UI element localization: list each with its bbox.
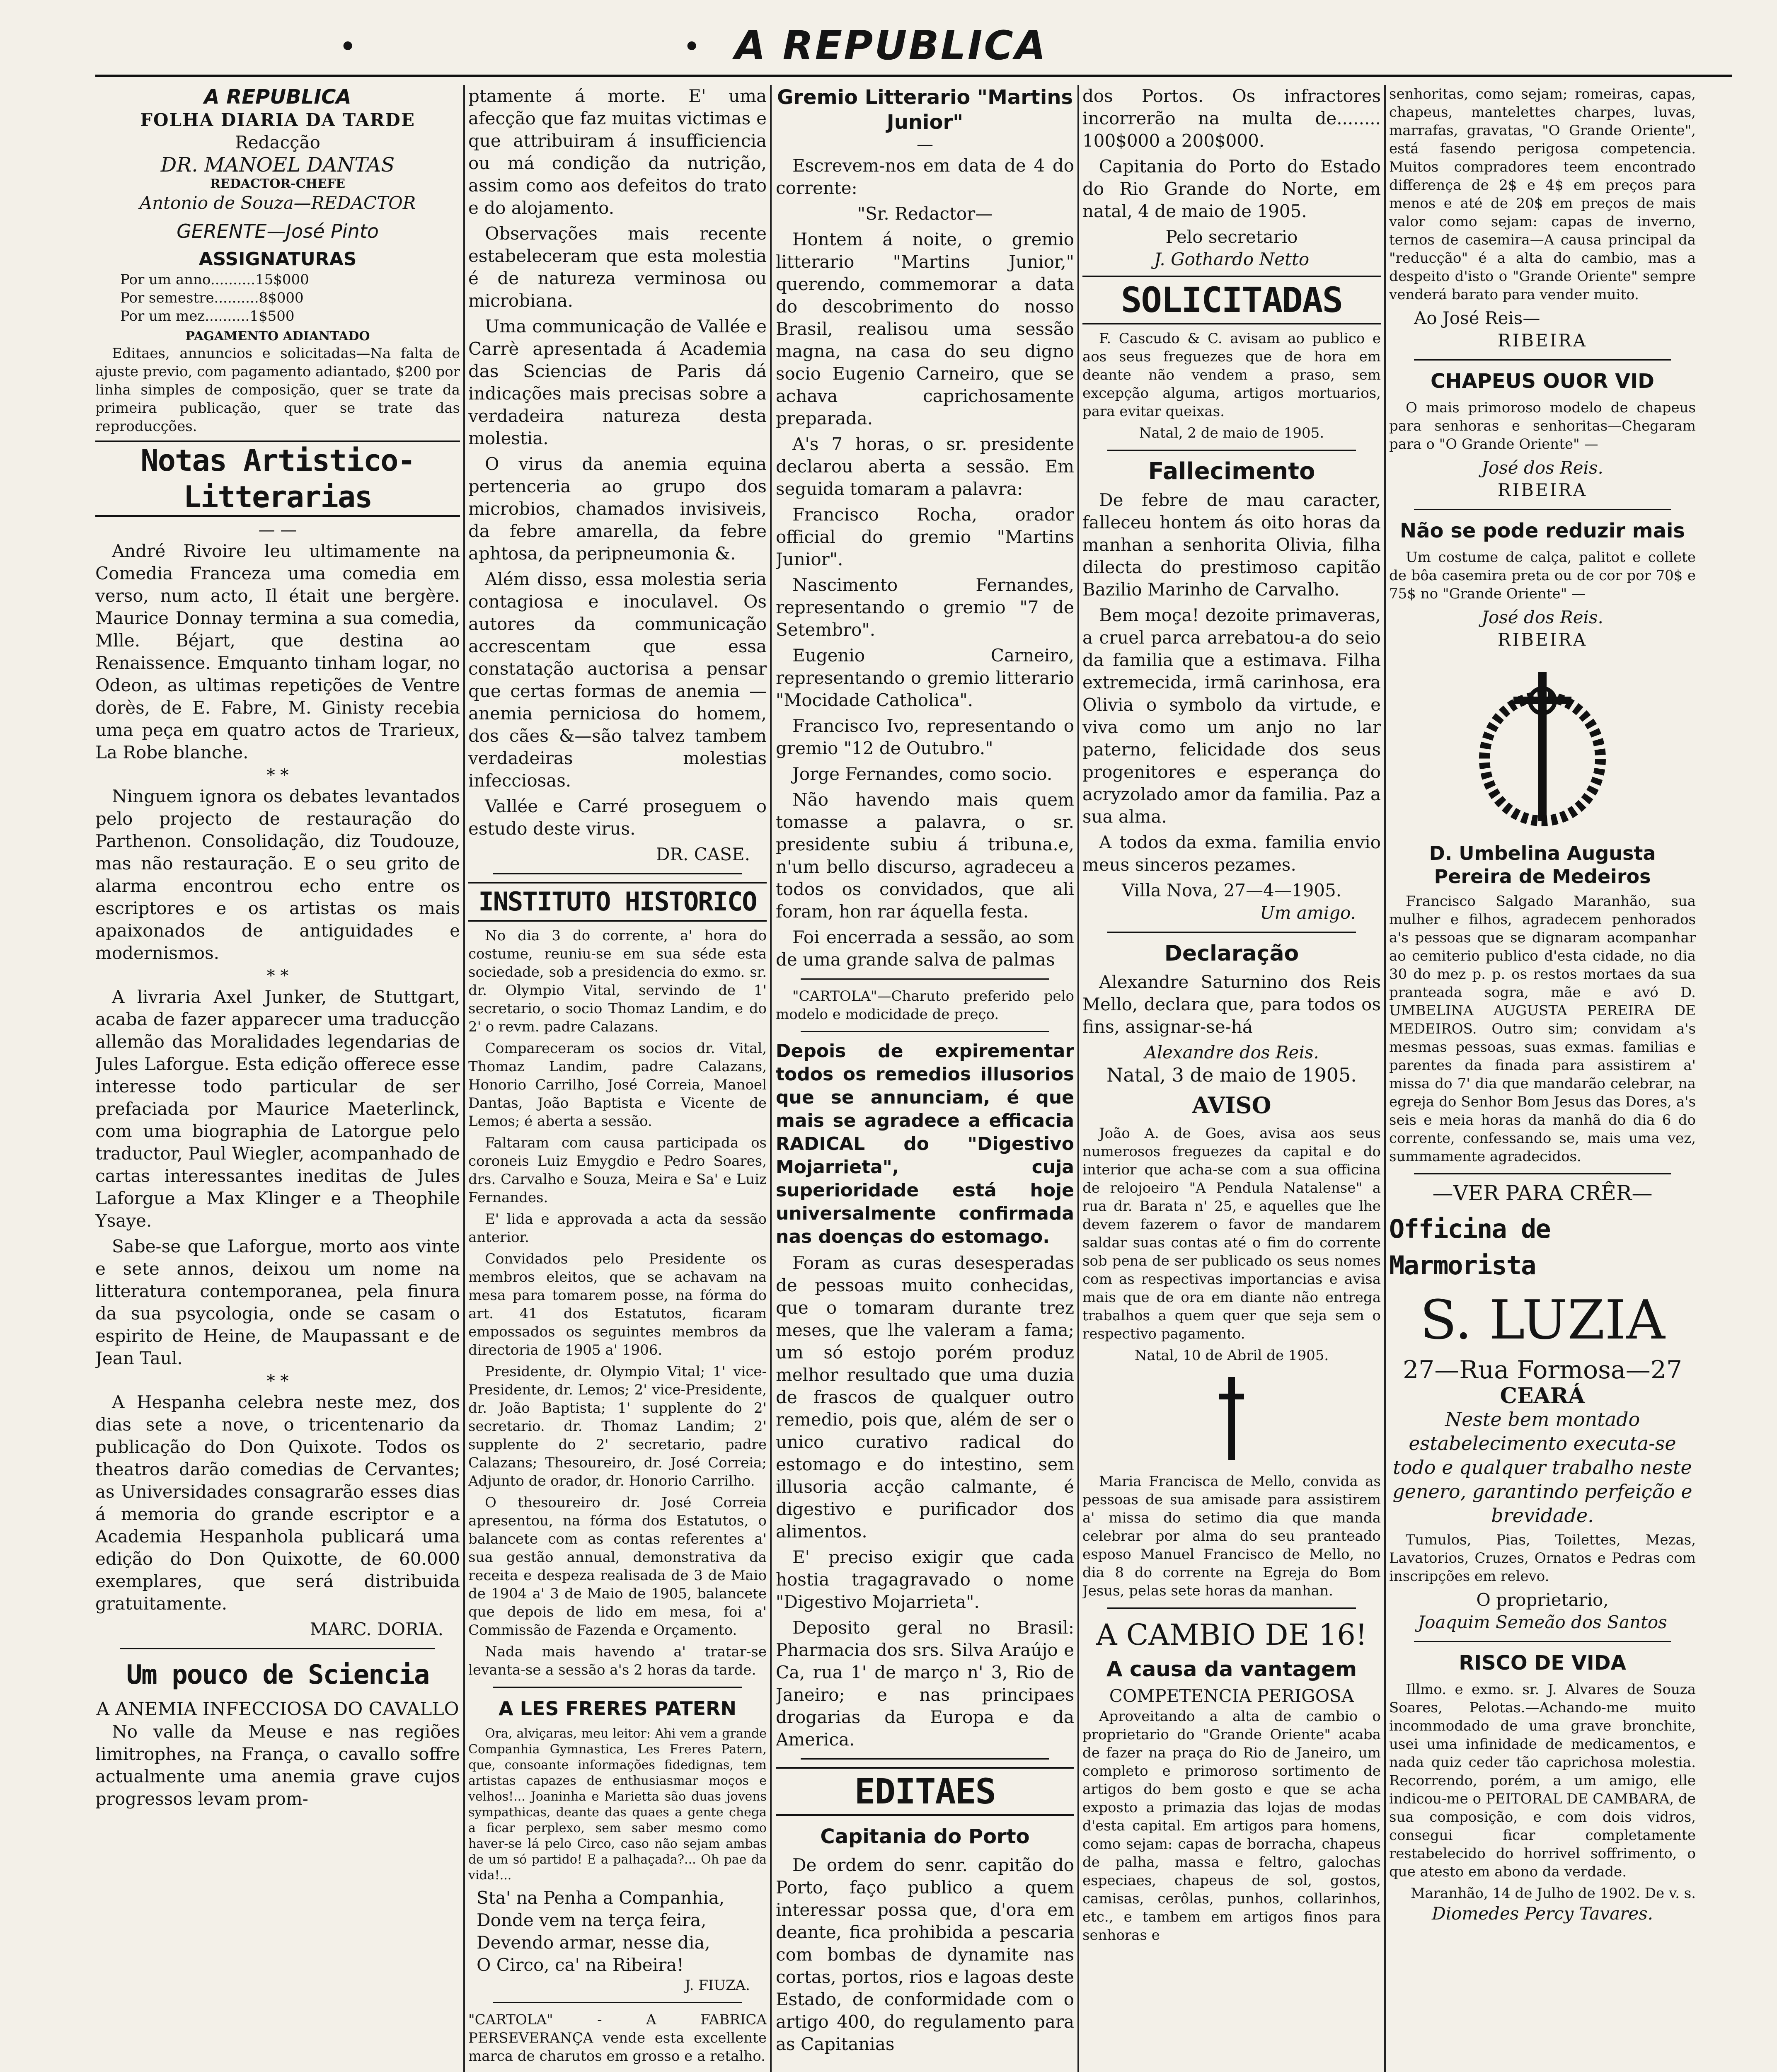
separator: [1107, 932, 1356, 933]
pagamento-label: PAGAMENTO ADIANTADO: [185, 329, 370, 344]
gremio-paragraph: Jorge Fernandes, como socio.: [792, 764, 1053, 784]
capitania-date: Capitania do Porto do Estado do Rio Grande do Norte, em natal, 4 de maio de 1905.: [1082, 156, 1381, 221]
officina-header: Officina de Marmorista: [1389, 1214, 1550, 1280]
verse-line: Devendo armar, nesse dia,: [477, 1932, 710, 1953]
article-paragraph: Além disso, essa molestia seria contagiosa e inoculavel. Os autores da communicação accrescentam que essa constatação auctorisa a pensar que certas formas de anemia — anemia perniciosa do homem, dos cães &—são talvez tambem verdadeiras molestias infecciosas.: [468, 569, 767, 791]
sciencia-title: A ANEMIA INFECCIOSA DO CAVALLO: [96, 1699, 459, 1720]
sciencia-text: No valle da Meuse e nas regiões limitrophes, na França, o cavallo soffre actualmente uma anemia grave cujos progressos levam prom-: [95, 1721, 460, 1809]
section-dash: —: [917, 135, 933, 154]
rates-list: [95, 271, 460, 325]
notas-signature: MARC. DORIA.: [310, 1619, 443, 1639]
aviso-header: AVISO: [1192, 1092, 1271, 1118]
column-rule: [463, 85, 465, 2072]
ribeira-label: RIBEIRA: [1497, 629, 1588, 650]
masthead-dot: •: [684, 32, 700, 61]
gremio-paragraph: Foi encerrada a sessão, ao som de uma grande salva de palmas: [776, 927, 1074, 970]
declaracao-header: Declaração: [1164, 941, 1299, 966]
chapeus-header: CHAPEUS OUOR VID: [1431, 370, 1654, 393]
newspaper-title: A REPUBLICA: [734, 22, 1048, 69]
gremio-paragraph: "Sr. Redactor—: [857, 203, 993, 224]
asterism: * *: [266, 966, 289, 985]
redaccao-label: Redacção: [235, 132, 320, 152]
instituto-header: INSTITUTO HISTORICO: [468, 882, 767, 922]
verse-signature: J. FIUZA.: [685, 1977, 750, 1994]
fallecimento-paragraph: De febre de mau caracter, falleceu hontem ás oito horas da manhan a senhorita Olivia, filha dilecta do prestimoso capitão Bazilio Marinho de Carvalho.: [1082, 490, 1381, 600]
cartola-ad: "CARTOLA"—Charuto preferido pelo modelo e modicidade de preço.: [776, 988, 1074, 1023]
paper-name: A REPUBLICA: [204, 85, 351, 109]
masthead: [0, 0, 1777, 70]
risco-header: RISCO DE VIDA: [1459, 1651, 1626, 1675]
rate-line: Por semestre..........8$000: [120, 290, 304, 306]
notas-paragraph: André Rivoire leu ultimamente na Comedia Franceza uma comedia em verso, num acto, Il était une bergère. Maurice Donnay termina a sua comedia, Mlle. Béjart, que destina ao Renaissence. Emquanto tinham logar, no Odeon, as ultimas repetições de Ventre dorès, de E. Fabre, M. Ginisty recebia uma peça em quatro actos de Trarieux, La Robe blanche.: [95, 541, 460, 762]
risco-date: Maranhão, 14 de Julho de 1902. De v. s.: [1410, 1885, 1696, 1902]
separator: [1107, 450, 1356, 451]
gerente-line: GERENTE—José Pinto: [177, 220, 379, 242]
ribeira-label: RIBEIRA: [1497, 480, 1588, 500]
reis-line: Ao José Reis—: [1414, 308, 1540, 328]
fallecimento-paragraph: A todos da exma. familia envio meus sinceros pezames.: [1082, 832, 1381, 875]
cambio-header: A CAMBIO DE 16!: [1096, 1618, 1367, 1652]
gremio-paragraph: A's 7 horas, o sr. presidente declarou aberta a sessão. Em seguida tomaram a palavra:: [776, 434, 1074, 499]
fallecimento-place: Villa Nova, 27—4—1905.: [1121, 880, 1342, 900]
pelo-signature: J. Gothardo Netto: [1154, 249, 1310, 269]
risco-signature: Diomedes Percy Tavares.: [1431, 1903, 1654, 1924]
fallecimento-signature: Um amigo.: [1260, 903, 1356, 923]
article-paragraph: Uma communicação de Vallée e Carrè apresentada á Academia das Sciencias de Paris dá indicações mais precisas sobre a verdadeira natureza desta molestia.: [468, 316, 767, 448]
separator: [120, 1648, 435, 1649]
digestivo-paragraph: E' preciso exigir que cada hostia tragagravado o nome "Digestivo Mojarrieta".: [776, 1547, 1074, 1612]
separator: [801, 978, 1049, 980]
separator: [1414, 359, 1671, 361]
notas-paragraph: Sabe-se que Laforgue, morto aos vinte e sete annos, deixou um nome na litteratura contemporanea, pela finura da sua psycologia, onde se casam o espirito de Heine, de Maupassant e de Jean Taul.: [95, 1236, 460, 1368]
separator: [493, 873, 742, 874]
gremio-paragraph: Escrevem-nos em data de 4 do corrente:: [776, 155, 1074, 198]
rua-line: 27—Rua Formosa—27: [1402, 1356, 1683, 1385]
officina-text: Neste bem montado estabelecimento executa-se todo e qualquer trabalho neste genero, garantindo perfeição e brevidade.: [1392, 1408, 1692, 1527]
column-rule: [1384, 85, 1386, 2072]
column-3: [776, 85, 1074, 2072]
masthead-dot: •: [340, 32, 356, 61]
separator: [801, 1758, 1049, 1760]
separator: [493, 1687, 742, 1688]
solicitadas-header: SOLICITADAS: [1082, 276, 1381, 324]
reis-signature: José dos Reis.: [1482, 457, 1603, 478]
cascudo-notice: F. Cascudo & C. avisam ao publico e aos seus freguezes que de hora em deante não vendem a praso, sem excepção alguma, artigos mortuarios, para evitar queixas.: [1082, 330, 1381, 420]
digestivo-title: Depois de expirementar todos os remedios illusorios que se annunciam, é que mais se agradece a efficacia RADICAL do "Digestivo Mojarrieta", cuja superioridade está hoje universalmente confirmada nas doenças do estomago.: [776, 1041, 1074, 1247]
chief-name: DR. MANOEL DANTAS: [160, 153, 395, 177]
umbelina-header: D. Umbelina Augusta Pereira de Medeiros: [1429, 842, 1656, 888]
verse-line: O Circo, ca' na Ribeira!: [477, 1955, 684, 1975]
declaracao-text: Alexandre Saturnino dos Reis Mello, declara que, para todos os fins, assignar-se-há: [1082, 972, 1381, 1037]
sciencia-header: Um pouco de Sciencia: [126, 1660, 429, 1690]
declaracao-date: Natal, 3 de maio de 1905.: [1106, 1064, 1357, 1086]
article-paragraph: O virus da anemia equina pertenceria ao grupo dos microbios, chamados invisiveis, da febre amarella, da febre aphtosa, da peripneumonia &.: [468, 454, 767, 564]
verse-line: Donde vem na terça feira,: [477, 1910, 707, 1930]
separator: [1107, 1607, 1356, 1609]
cascudo-date: Natal, 2 de maio de 1905.: [1139, 425, 1324, 441]
column-rule: [770, 85, 772, 2072]
rate-line: Por um mez..........1$500: [120, 308, 295, 324]
separator: [1414, 1641, 1671, 1642]
reduzir-text: Um costume de calça, palitot e collete de bôa casemira preta ou de cor por 70$ e 75$ no "Grande Oriente" —: [1389, 549, 1696, 602]
aviso-date: Natal, 10 de Abril de 1905.: [1134, 1347, 1329, 1364]
instituto-paragraph: E' lida e approvada a acta da sessão anterior.: [468, 1211, 767, 1246]
verse-line: Sta' na Penha a Companhia,: [477, 1888, 725, 1908]
notas-paragraph: A Hespanha celebra neste mez, dos dias sete a nove, o tricentenario da publicação do Don Quixote. Todos os theatros darão comedias de Cervantes; as Universidades consagrarão esses dias á memoria do grande escriptor e a Academia Hespanhola publicará uma edição do Don Quixotte, de 60.000 exemplares, que será distribuida gratuitamente.: [95, 1392, 460, 1614]
capitania-header: Capitania do Porto: [820, 1825, 1030, 1848]
gremio-paragraph: Hontem á noite, o gremio litterario "Martins Junior," querendo, commemorar a data do descobrimento do nosso Brasil, realisou uma sessão magna, na casa do seu digno socio Eugenio Carneiro, que se achava caprichosamente preparada.: [776, 229, 1074, 428]
asterism: * *: [266, 766, 289, 785]
capitania-cont: dos Portos. Os infractores incorrerão na multa de........ 100$000 a 200$000.: [1082, 86, 1381, 151]
redactor-line: Antonio de Souza—REDACTOR: [139, 193, 416, 213]
competencia-header: COMPETENCIA PERIGOSA: [1109, 1686, 1354, 1706]
missa-notice: Maria Francisca de Mello, convida as pessoas de sua amisade para assistirem a' missa do setimo dia que manda celebrar por alma do seu pranteado esposo Manuel Francisco de Mello, no dia 8 do corrente na Egreja do Bom Jesus, pelas sete horas da manhan.: [1082, 1473, 1381, 1599]
freres-text: Ora, alviçaras, meu leitor: Ahi vem a grande Companhia Gymnastica, Les Freres Patern, que, consoante informações fidedignas, tem artistas capazes de enthusiasmar moços e velhos!... Joaninha e Marietta são duas jovens sympathicas, deante das quaes a gente chega a ficar perplexo, sem saber mesmo como haver-se lá pelo Circo, caso não sejam ambas de um só partido! E a palhaçada?... Oh pae da vida!...: [468, 1726, 767, 1883]
article-signature: DR. CASE.: [656, 844, 750, 864]
column-2: [468, 85, 767, 2072]
declaracao-signature: Alexandre dos Reis.: [1144, 1042, 1319, 1063]
instituto-paragraph: Compareceram os socios dr. Vital, Thomaz Landim, padre Calazans, Honorio Carrilho, José Correia, Manoel Dantas, João Baptista e Vicente de Lemos; é aberta a sessão.: [468, 1040, 767, 1130]
fallecimento-paragraph: Bem moça! dezoite primaveras, a cruel parca arrebatou-a do seio da familia que a estimava. Filha extremecida, irmã carinhosa, era Olivia o symbolo da virtude, e viva como um anjo no lar paterno, felicidade dos seus progenitores e esperança do acryzolado amor da familia. Paz a sua alma.: [1082, 605, 1381, 827]
tumulos-text: Tumulos, Pias, Toilettes, Mezas, Lavatorios, Cruzes, Ornatos e Pedras com inscripções em relevo.: [1389, 1532, 1696, 1585]
notas-header: Notas Artistico-Litterarias: [95, 441, 460, 517]
freres-header: A LES FRERES PATERN: [499, 1697, 736, 1720]
instituto-paragraph: Nada mais havendo a' tratar-se levanta-se a sessão a's 2 horas da tarde.: [468, 1644, 767, 1678]
separator: [801, 1031, 1049, 1032]
pelo-label: Pelo secretario: [1165, 227, 1298, 247]
fallecimento-header: Fallecimento: [1148, 458, 1315, 485]
capitania-text: De ordem do senr. capitão do Porto, faço publico a quem interessar possa que, d'ora em deante, fica prohibida a pescaria com bombas de dynamite nas cortas, portos, rios e lagoas deste Estado, de conformidade com o artigo 400, do regulamento para as Capitanias: [776, 1855, 1074, 2054]
column-4: [1082, 85, 1381, 2072]
gremio-paragraph: Francisco Rocha, orador official do gremio "Martins Junior".: [776, 504, 1074, 569]
separator: [1414, 509, 1671, 510]
gremio-paragraph: Nascimento Fernandes, representando o gremio "7 de Setembro".: [776, 575, 1074, 640]
digestivo-paragraph: Foram as curas desesperadas de pessoas muito conhecidas, que o tomaram durante trez meses, que lhe valeram a fama; um só estojo porém produz melhor resultado que uma duzia de frascos de qualquer outro remedio, pois que, além de ser o unico curativo radical do estomago e do intestino, sem illusoria acção calmante, é digestivo e purificador dos alimentos.: [776, 1253, 1074, 1542]
vantagem-header: A causa da vantagem: [1106, 1657, 1357, 1681]
proprietario-signature: Joaquim Semeão dos Santos: [1418, 1612, 1667, 1632]
gremio-paragraph: Não havendo mais quem tomasse a palavra, o sr. presidente subiu á tribuna.e, n'um bello discurso, agradeceu a todos os convidados, que ali foram, hon rar áquella festa.: [776, 789, 1074, 922]
verse-block: [468, 1887, 767, 1976]
reis-signature: José dos Reis.: [1482, 607, 1603, 627]
gremio-paragraph: Eugenio Carneiro, representando o gremio litterario "Mocidade Catholica".: [776, 645, 1074, 710]
reduzir-header: Não se pode reduzir mais: [1399, 519, 1685, 542]
cartola-ad: "CARTOLA" - A FABRICA PERSEVERANÇA vende esta excellente marca de charutos em grosso e a retalho.: [468, 2011, 767, 2065]
gremio-paragraph: Francisco Ivo, representando o gremio "12 de Outubro.": [776, 716, 1074, 758]
aviso-text: João A. de Goes, avisa aos seus numerosos freguezes da capital e do interior que acha-se com a sua officina de relojoeiro "A Pendula Natalense" a rua dr. Barata n' 25, e aquelles que lhe devem fazerem o favor de mandarem saldar suas contas até o fim do corrente sob pena de ser publicado os seus nomes com as respectivas importancias e avisa mais que de ora em diante não entrega trabalhos a quem quer que seja sem o respectivo pagamento.: [1082, 1125, 1381, 1342]
umbelina-text: Francisco Salgado Maranhão, sua mulher e filhos, agradecem penhorados a's pessoas que se dignaram acompanhar ao cemiterio publico d'esta cidade, no dia 30 do mez p. p. os restos mortaes da sua pranteada sogra, mãe e avó D. UMBELINA AUGUSTA PEREIRA DE MEDEIROS. Outro sim; convidam a's mesmas pessoas, suas exmas. familias e parentes da finada para assistirem a' missa do 7' dia que mandarão celebrar, na egreja do Senhor Bom Jesus das Dores, a's seis e meia horas da manhã do dia 6 do corrente, confessando se, mais uma vez, summamente agradecidos.: [1389, 893, 1696, 1165]
asterism: * *: [266, 1372, 289, 1391]
column-5: [1389, 85, 1696, 2072]
column-rule: [1077, 85, 1079, 2072]
assinaturas-header: ASSIGNATURAS: [199, 249, 357, 270]
ver-para-crer: —VER PARA CRÊR—: [1432, 1181, 1653, 1205]
ceara-line: CEARÁ: [1500, 1383, 1585, 1409]
rate-line: Por um anno..........15$000: [120, 271, 309, 288]
cambio-text: Aproveitando a alta de cambio o proprietario do "Grande Oriente" acaba de fazer na praça do Rio de Janeiro, um completo e primoroso sortimento de artigos do bem gosto e que se acha exposto a primazia das lojas de modas d'esta capital. Em artigos para homens, como sejam: capas de borracha, chapeus de palha, massa e feltro, galochas especiaes, chapeus de sol, gostos, camisas, cerôlas, punhos, collarinhos, etc., e tambem em artigos finos para senhoras e: [1082, 1708, 1381, 1944]
notas-paragraph: Ninguem ignora os debates levantados pelo projecto de restauração do Parthenon. Consolidação, diz Toudouze, mas não restauração. E o seu grito de alarma encontrou echo entre os escriptores e os artistas os mais apaixonados de antiguidades e modernismos.: [95, 786, 460, 963]
article-paragraph: ptamente á morte. E' uma afecção que faz muitas victimas e que attribuiram á insufficiencia ou má condição da nutrição, assim como aos defeitos do trato e do alojamento.: [468, 86, 767, 218]
masthead-rule: [95, 75, 1732, 77]
section-dash: — —: [258, 520, 297, 540]
gremio-title: Gremio Litterario "Martins Junior": [777, 86, 1073, 134]
paper-subtitle: FOLHA DIARIA DA TARDE: [140, 110, 415, 130]
chief-role: REDACTOR-CHEFE: [210, 177, 346, 191]
wreath-cross-icon: [1468, 663, 1617, 829]
separator: [493, 2002, 742, 2003]
article-paragraph: Vallée e Carré proseguem o estudo deste virus.: [468, 796, 767, 839]
cross-icon: [1219, 1377, 1244, 1460]
editaes-header: EDITAES: [776, 1767, 1074, 1816]
notas-paragraph: A livraria Axel Junker, de Stuttgart, acaba de fazer apparecer uma traducção allemão das Moralidades legendarias de Jules Laforgue. Esta edição offerece esse interesse todo particular de ser prefaciada por Maurice Maeterlinck, com uma biographia de Latorgue pelo traductor, Paul Wiegler, acompanhado de cartas interessantes ineditas de Jules Laforgue a Max Klinger e a Theophile Ysaye.: [95, 987, 460, 1231]
editaes-note: Editaes, annuncios e solicitadas—Na falta de ajuste previo, com pagamento adiantado, $200 por linha simples de composição, quer se trate da primeira publicação, quer se trate das reproducções.: [95, 345, 460, 435]
oriente-cont: senhoritas, como sejam; romeiras, capas, chapeus, mantelettes charpes, luvas, marrafas, gravatas, "O Grande Oriente", está fasendo perigosa competencia. Muitos compradores teem encontrado differença de 2$ e 4$ em preços para menos e até de 20$ em preços de mais valor como sejam: capas de inverno, ternos de casemira—A causa principal da "reducção" é a alta do cambio, mas a despeito d'isto o "Grande Oriente" sempre venderá barato para vender muito.: [1389, 86, 1696, 303]
column-1: [95, 85, 460, 2072]
instituto-paragraph: Presidente, dr. Olympio Vital; 1' vice-Presidente, dr. Lemos; 2' vice-Presidente, dr. João Baptista; 1' supplente do 2' secretario. dr. Thomaz Landim; 2' supplente do 2' secretario, padre Calazans; Thesoureiro, dr. José Correia; Adjunto de orador, dr. Honorio Carrilho.: [468, 1363, 767, 1489]
digestivo-paragraph: Deposito geral no Brasil: Pharmacia dos srs. Silva Araújo e Ca, rua 1' de março n' 3, Rio de Janeiro; e nas principaes drogarias da Europa e da America.: [776, 1617, 1074, 1750]
article-paragraph: Observações mais recente estabeleceram que esta molestia é de natureza verminosa ou microbiana.: [468, 223, 767, 311]
separator: [1414, 1173, 1671, 1174]
proprietario-label: O proprietario,: [1476, 1590, 1609, 1610]
risco-text: Illmo. e exmo. sr. J. Alvares de Souza Soares, Pelotas.—Achando-me muito incommodado de uma grave bronchite, usei uma infinidade de medicamentos, e nada quiz ceder tão caprichosa molestia. Recorrendo, porém, a um amigo, elle indicou-me o PEITORAL DE CAMBARA, de sua composição, e com dois vidros, consegui ficar completamente restabelecido do horrivel soffrimento, o que atesto em abono da verdade.: [1389, 1681, 1696, 1880]
ribeira-label: RIBEIRA: [1497, 330, 1588, 351]
instituto-paragraph: Convidados pelo Presidente os membros eleitos, que se achavam na mesa para tomarem posse, na fórma do art. 41 dos Estatutos, ficaram empossados os seguintes membros da directoria de 1905 a' 1906.: [468, 1251, 767, 1358]
chapeus-text: O mais primoroso modelo de chapeus para senhoras e senhoritas—Chegaram para o "O Grande Oriente" —: [1389, 399, 1696, 453]
luzia-title: S. LUZIA: [1420, 1288, 1665, 1351]
instituto-paragraph: O thesoureiro dr. José Correia apresentou, na fórma dos Estatutos, o balancete com as contas referentes a' sua gestão annual, demonstrativa da receita e despeza realisada de 3 de Maio de 1904 a' 3 de Maio de 1905, balancete que depois de lido em mesa, foi a' Commissão de Fazenda e Orçamento.: [468, 1494, 767, 1639]
instituto-paragraph: No dia 3 do corrente, a' hora do costume, reuniu-se em sua séde esta sociedade, sob a presidencia do exmo. sr. dr. Olympio Vital, servindo de 1' secretario, o socio Thomaz Landim, e do 2' o revm. padre Calazans.: [468, 927, 767, 1035]
instituto-paragraph: Faltaram com causa participada os coroneis Luiz Emygdio e Pedro Soares, drs. Carvalho e Souza, Meira e Sa' e Luiz Fernandes.: [468, 1135, 767, 1206]
